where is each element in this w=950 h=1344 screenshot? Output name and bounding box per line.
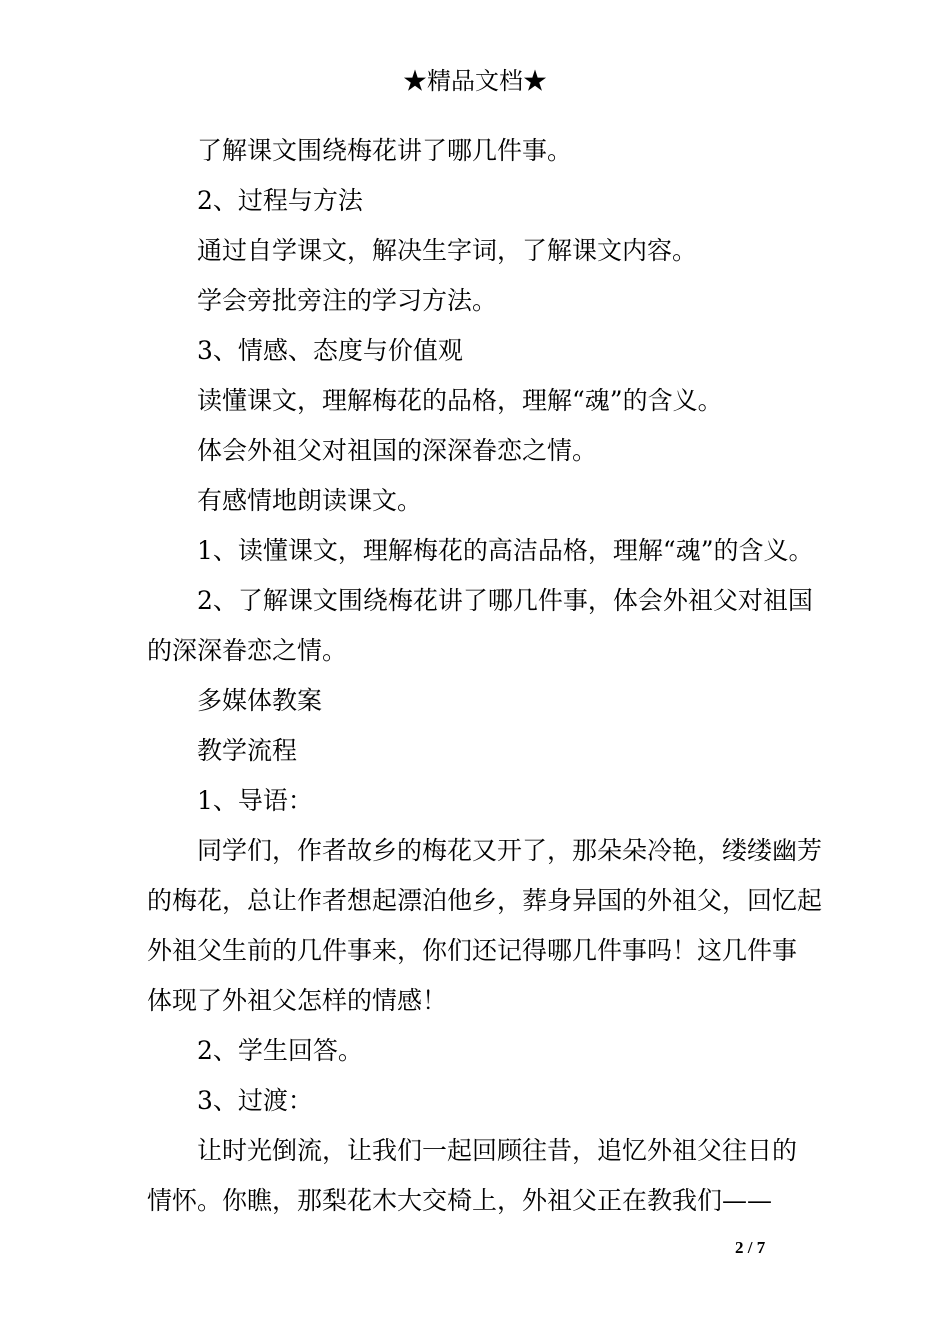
text-line: 通过自学课文，解决生字词，了解课文内容。 xyxy=(197,236,698,265)
section-heading: 3、情感、态度与价值观 xyxy=(197,336,463,365)
text-line: 同学们，作者故乡的梅花又开了，那朵朵冷艳，缕缕幽芳 xyxy=(197,836,823,865)
section-heading: 多媒体教案 xyxy=(197,686,323,715)
page-number: 2 / 7 xyxy=(735,1238,766,1257)
text-line: 的梅花，总让作者想起漂泊他乡，葬身异国的外祖父，回忆起 xyxy=(147,886,823,915)
text-line: 2、学生回答。 xyxy=(197,1036,363,1065)
section-heading: 3、过渡： xyxy=(197,1086,313,1115)
text-line: 1、读懂课文，理解梅花的高洁品格，理解“魂”的含义。 xyxy=(197,536,814,565)
text-line: 让时光倒流，让我们一起回顾往昔，追忆外祖父往日的 xyxy=(197,1136,798,1165)
section-heading: 1、导语： xyxy=(197,786,313,815)
text-line: 体现了外祖父怎样的情感！ xyxy=(147,986,448,1015)
text-line: 学会旁批旁注的学习方法。 xyxy=(197,286,498,315)
text-line: 2、了解课文围绕梅花讲了哪几件事，体会外祖父对祖国 xyxy=(197,586,813,615)
text-line: 读懂课文，理解梅花的品格，理解“魂”的含义。 xyxy=(197,386,723,415)
text-line: 有感情地朗读课文。 xyxy=(197,486,423,515)
text-line: 情怀。你瞧，那梨花木大交椅上，外祖父正在教我们—— xyxy=(147,1186,773,1215)
text-line: 的深深眷恋之情。 xyxy=(147,636,348,665)
section-heading: 教学流程 xyxy=(197,736,298,765)
text-line: 外祖父生前的几件事来，你们还记得哪几件事吗！这几件事 xyxy=(147,936,798,965)
text-line: 体会外祖父对祖国的深深眷恋之情。 xyxy=(197,436,598,465)
text-line: 了解课文围绕梅花讲了哪几件事。 xyxy=(197,136,573,165)
document-body xyxy=(147,126,823,1226)
page-header-title: ★精品文档★ xyxy=(403,67,547,95)
section-heading: 2、过程与方法 xyxy=(197,186,363,215)
